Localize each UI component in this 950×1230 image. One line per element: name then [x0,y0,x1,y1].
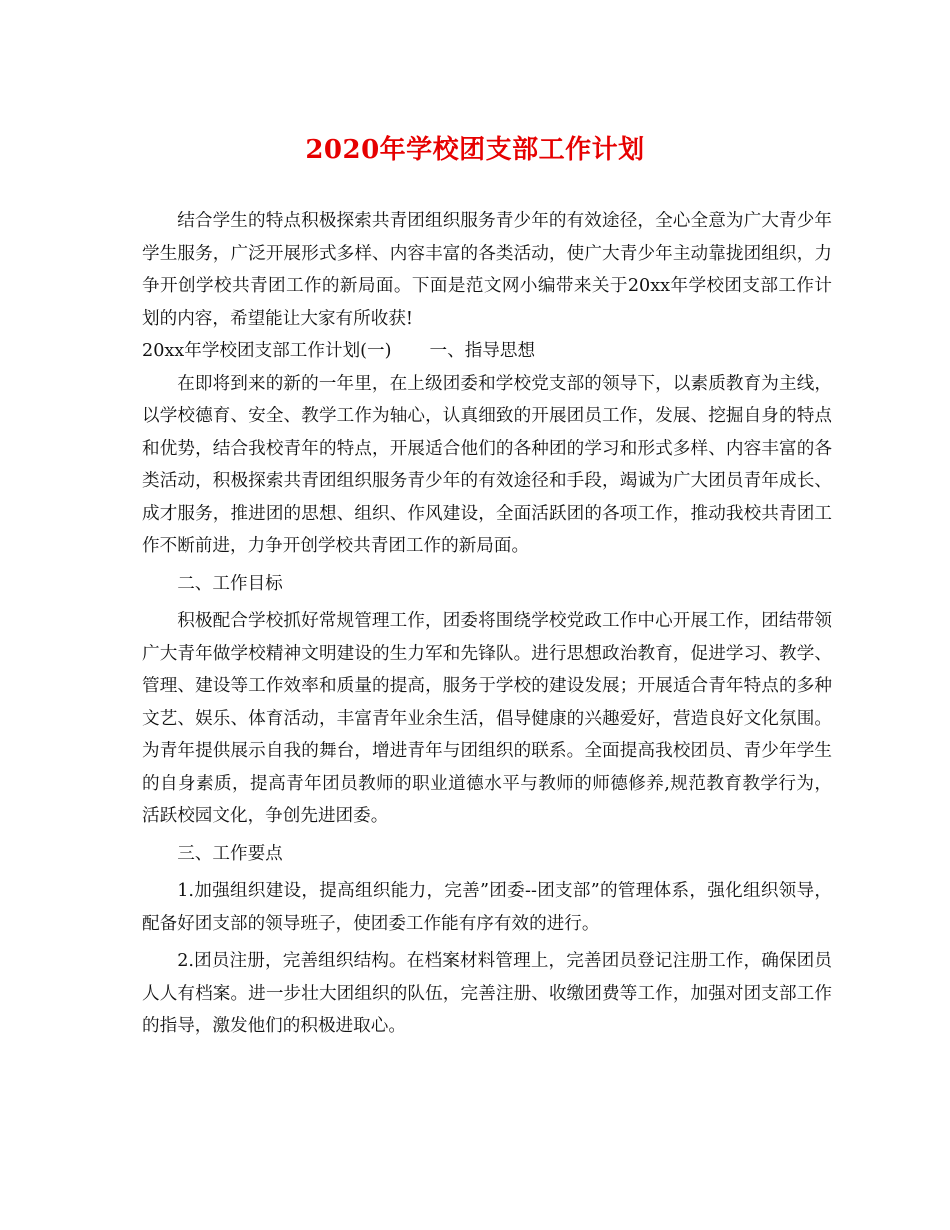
section2-heading: 二、工作目标 [177,573,283,594]
section2-paragraph: 积极配合学校抓好常规管理工作，团委将围绕学校党政工作中心开展工作，团结带领广大青年做学校精神文明建设的生力军和先锋队。进行思想政治教育，促进学习、教学、管理、建设等工作效率和质量的提高，服务于学校的建设发展；开展适合青年特点的多种文艺、娱乐、体育活动，丰富青年业余生活，倡导健康的兴趣爱好，营造良好文化氛围。为青年提供展示自我的舞台，增进青年与团组织的联系。全面提高我校团员、青少年学生的自身素质，提高青年团员教师的职业道德水平与教师的师德修养,规范教育教学行为，活跃校园文化，争创先进团委。 [142,611,832,826]
section1-paragraph: 在即将到来的新的一年里，在上级团委和学校党支部的领导下，以素质教育为主线，以学校德育、安全、教学工作为轴心，认真细致的开展团员工作，发展、挖掘自身的特点和优势，结合我校青年的特点，开展适合他们的各种团的学习和形式多样、内容丰富的各类活动，积极探索共青团组织服务青少年的有效途径和手段，竭诚为广大团员青年成长、成才服务，推进团的思想、组织、作风建设，全面活跃团的各项工作，推动我校共青团工作不断前进，力争开创学校共青团工作的新局面。 [142,373,832,556]
point2-paragraph: 2.团员注册，完善组织结构。在档案材料管理上，完善团员登记注册工作，确保团员人人有档案。进一步壮大团组织的队伍，完善注册、收缴团费等工作，加强对团支部工作的指导，激发他们的积极进取心。 [142,951,832,1036]
intro-paragraph: 结合学生的特点积极探索共青团组织服务青少年的有效途径，全心全意为广大青少年学生服务，广泛开展形式多样、内容丰富的各类活动，使广大青少年主动靠拢团组织，力争开创学校共青团工作的新局面。下面是范文网小编带来关于20xx年学校团支部工作计划的内容，希望能让大家有所收获! [142,211,832,329]
plan-heading-line [142,335,832,368]
section1-heading: 一、指导思想 [429,341,536,361]
plan-heading: 20xx年学校团支部工作计划(一) [142,341,392,361]
section3-heading: 三、工作要点 [177,843,283,864]
point1-paragraph: 1.加强组织建设，提高组织能力，完善”团委--团支部”的管理体系，强化组织领导，配备好团支部的领导班子，使团委工作能有序有效的进行。 [142,881,832,934]
document-body [142,205,832,1043]
document-title: 2020年学校团支部工作计划 [305,135,645,165]
